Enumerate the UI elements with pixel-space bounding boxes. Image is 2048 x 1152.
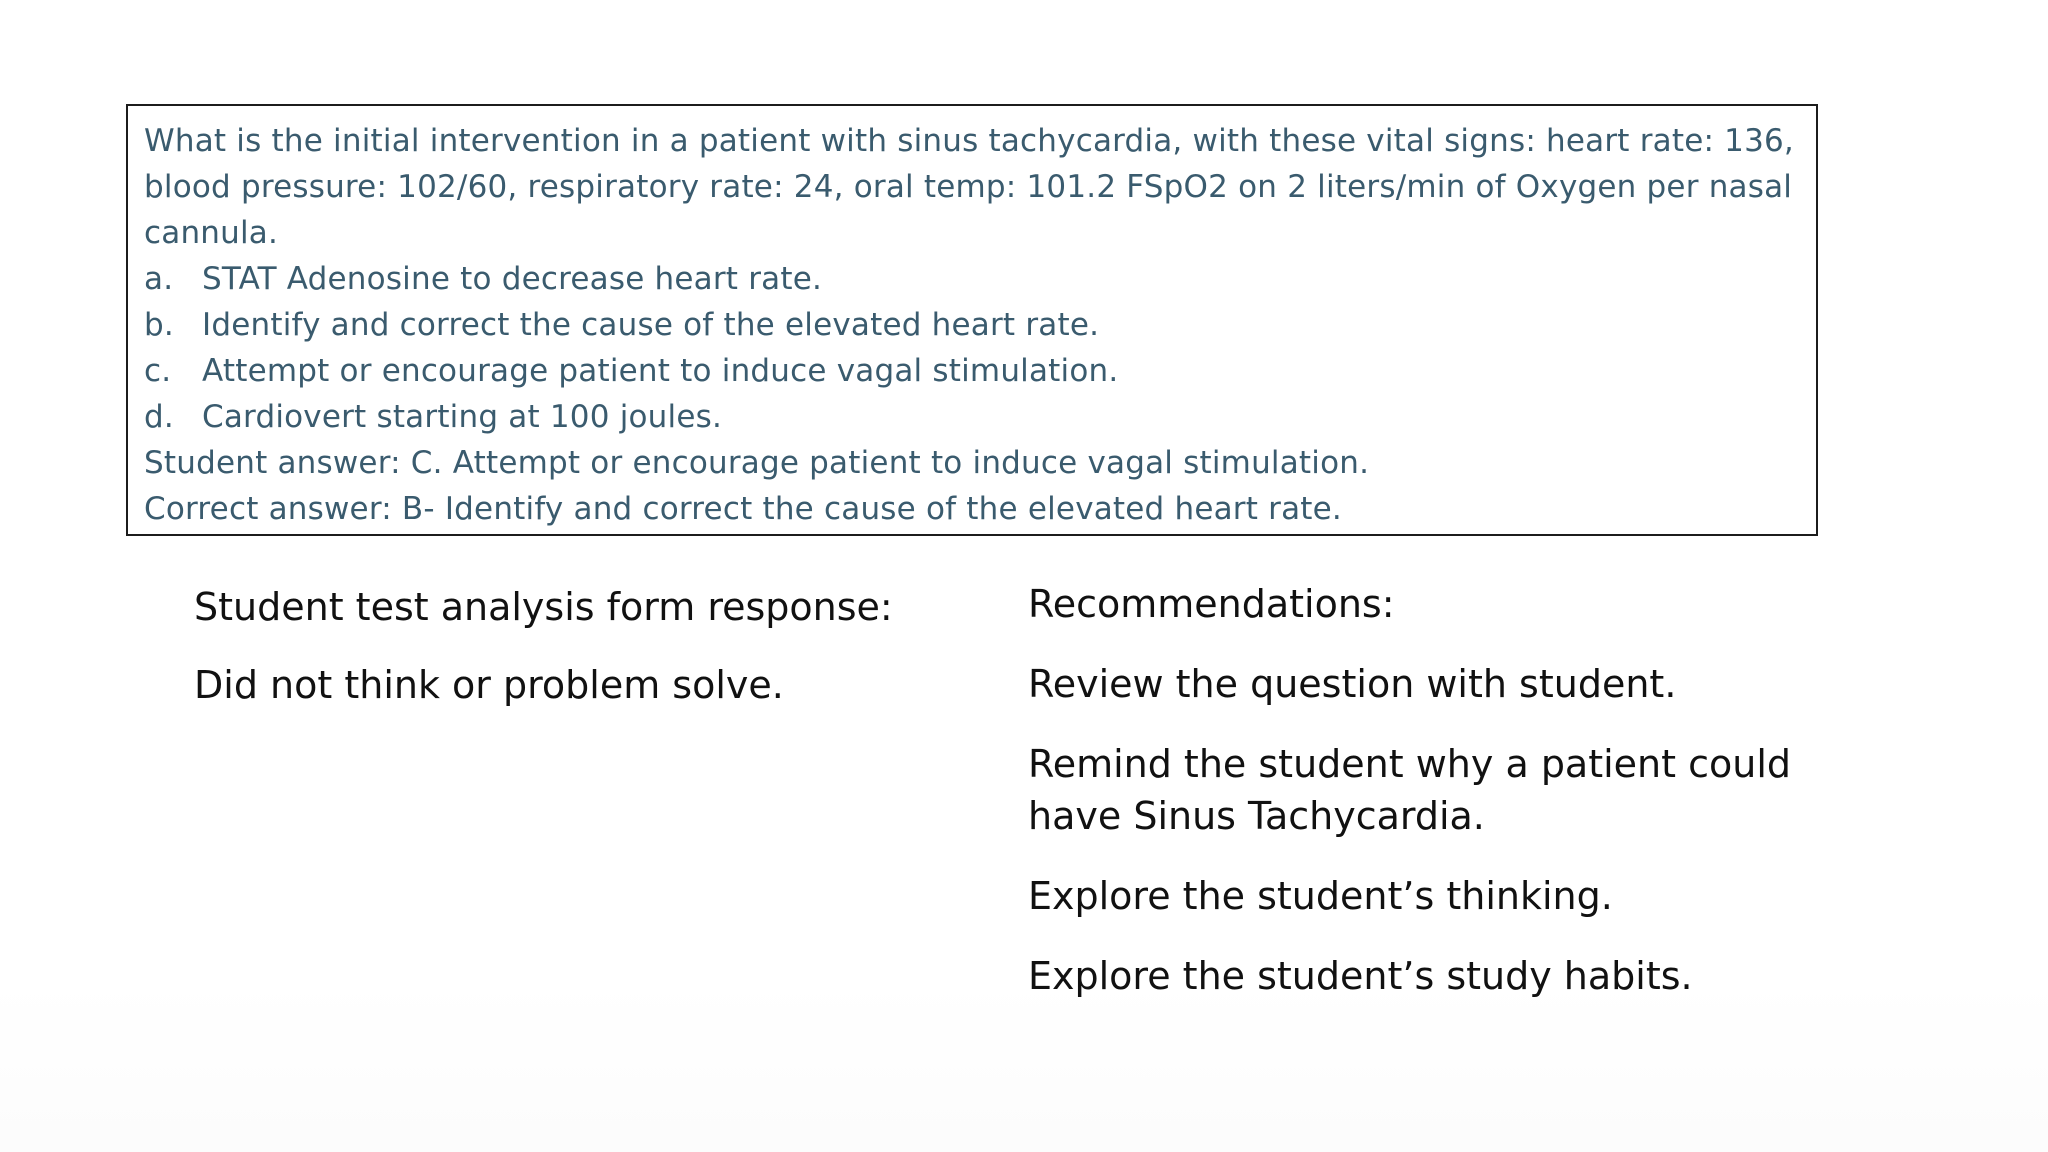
recommendation-item: Explore the student’s thinking. (1028, 874, 1613, 918)
option-a (144, 256, 1800, 302)
recommendation-item: Remind the student why a patient could have Sinus Tachycardia. (1028, 742, 1792, 838)
option-d (144, 394, 1800, 440)
option-text: Attempt or encourage patient to induce vagal stimulation. (202, 353, 1119, 389)
option-text: Identify and correct the cause of the elevated heart rate. (202, 307, 1100, 343)
answer-options (144, 256, 1800, 440)
student-answer: Student answer: C. Attempt or encourage patient to induce vagal stimulation. (144, 445, 1370, 481)
option-text: STAT Adenosine to decrease heart rate. (202, 261, 823, 297)
correct-answer: Correct answer: B- Identify and correct the cause of the elevated heart rate. (144, 491, 1342, 527)
option-letter: a. (144, 261, 174, 297)
recommendations-heading: Recommendations: (1028, 582, 1395, 626)
option-b (144, 302, 1800, 348)
recommendation-item: Review the question with student. (1028, 662, 1677, 706)
analysis-heading: Student test analysis form response: (194, 585, 893, 629)
question-stem: What is the initial intervention in a patient with sinus tachycardia, with these vital signs: heart rate: 136, blood pressure: 102/60, respiratory rate: 24, oral temp: 101.2 FSpO2 on 2 liters/min of Oxygen per nasal cannula. (144, 123, 1794, 251)
option-text: Cardiovert starting at 100 joules. (202, 399, 723, 435)
analysis-column (194, 580, 994, 712)
recommendations-column (1028, 578, 1808, 1002)
recommendation-item: Explore the student’s study habits. (1028, 954, 1693, 998)
option-letter: c. (144, 353, 172, 389)
option-letter: b. (144, 307, 174, 343)
question-box (126, 104, 1818, 536)
analysis-response: Did not think or problem solve. (194, 663, 784, 707)
option-letter: d. (144, 399, 174, 435)
option-c (144, 348, 1800, 394)
